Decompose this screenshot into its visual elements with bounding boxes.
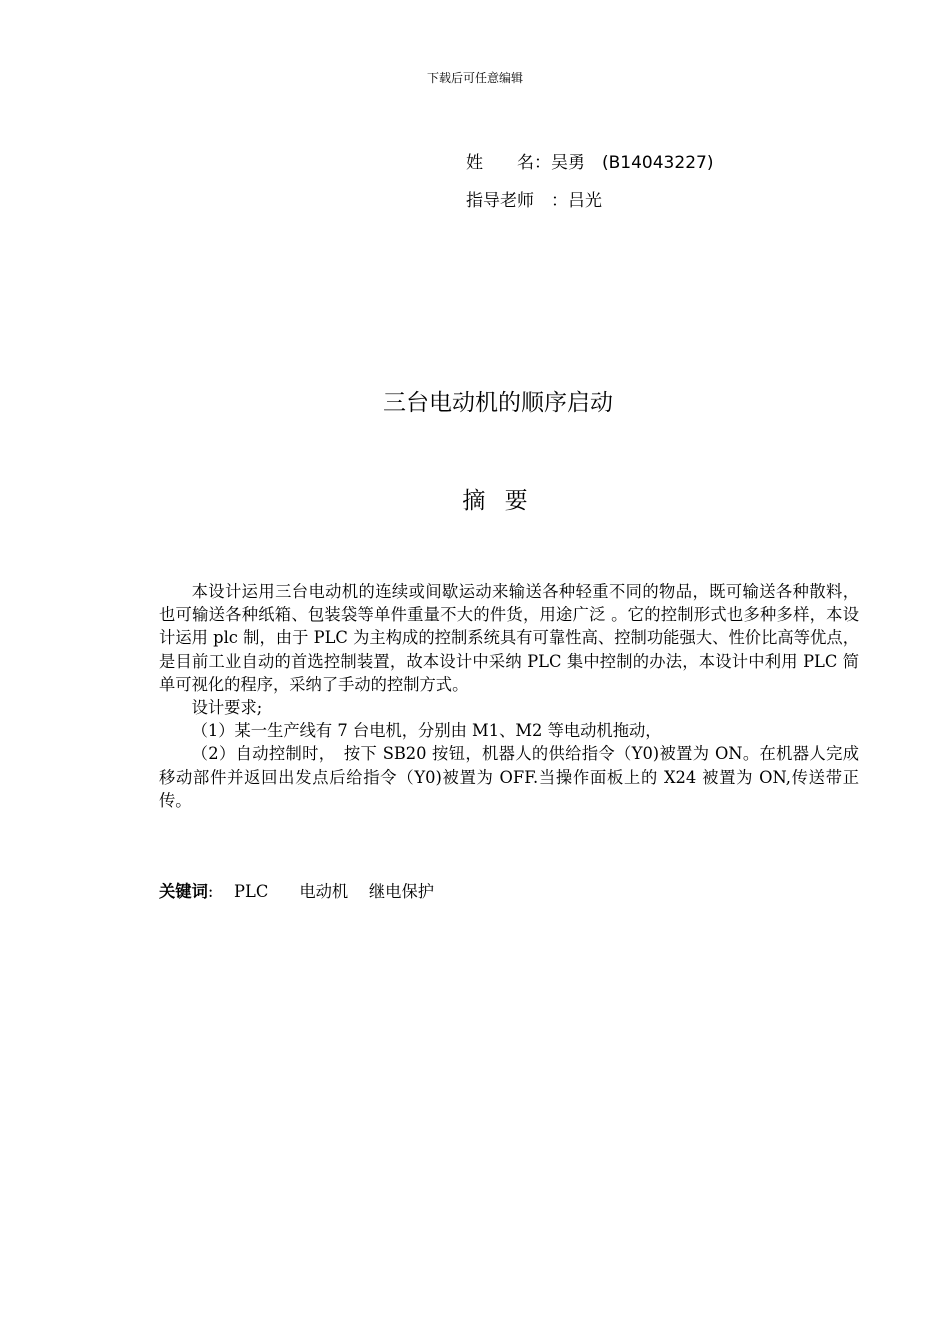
abstract-body [159,580,859,812]
abstract-paragraph: （2）自动控制时， 按下 SB20 按钮，机器人的供给指令（Y0)被置为 ON。在机器人完成移动部件并返回出发点后给指令（Y0)被置为 OFF.当操作面板上的 X24 被置为 ON,传送带正传。 [159,744,859,810]
abstract-paragraph: （1）某一生产线有 7 台电机，分别由 M1、M2 等电动机拖动， [191,721,662,741]
keywords-line [159,880,434,903]
author-name-line: 姓 名：吴勇 (B14043227) [466,153,714,173]
keywords-label: 关键词 [159,882,208,901]
abstract-paragraph: 设计要求; [191,698,263,718]
advisor-line: 指导老师 ：吕光 [466,191,602,211]
keywords-separator: : [207,882,214,901]
header-note: 下载后可任意编辑 [426,71,523,85]
document-title: 三台电动机的顺序启动 [383,390,613,416]
abstract-paragraph: 本设计运用三台电动机的连续或间歇运动来输送各种轻重不同的物品，既可输送各种散料，也可输送各种纸箱、包装袋等单件重量不大的件货，用途广泛 。它的控制形式也多种多样，本设计运用 plc 制，由于 PLC 为主构成的控制系统具有可靠性高、控制功能强大、性价比高等优点，是目前工业自动的首选控制装置，故本设计中采纳 PLC 集中控制的办法，本设计中利用 PLC 简单可视化的程序，采纳了手动的控制方式。 [159,582,859,694]
abstract-heading: 摘 要 [462,488,534,514]
keywords-value: PLC 电动机 继电保护 [213,882,435,901]
